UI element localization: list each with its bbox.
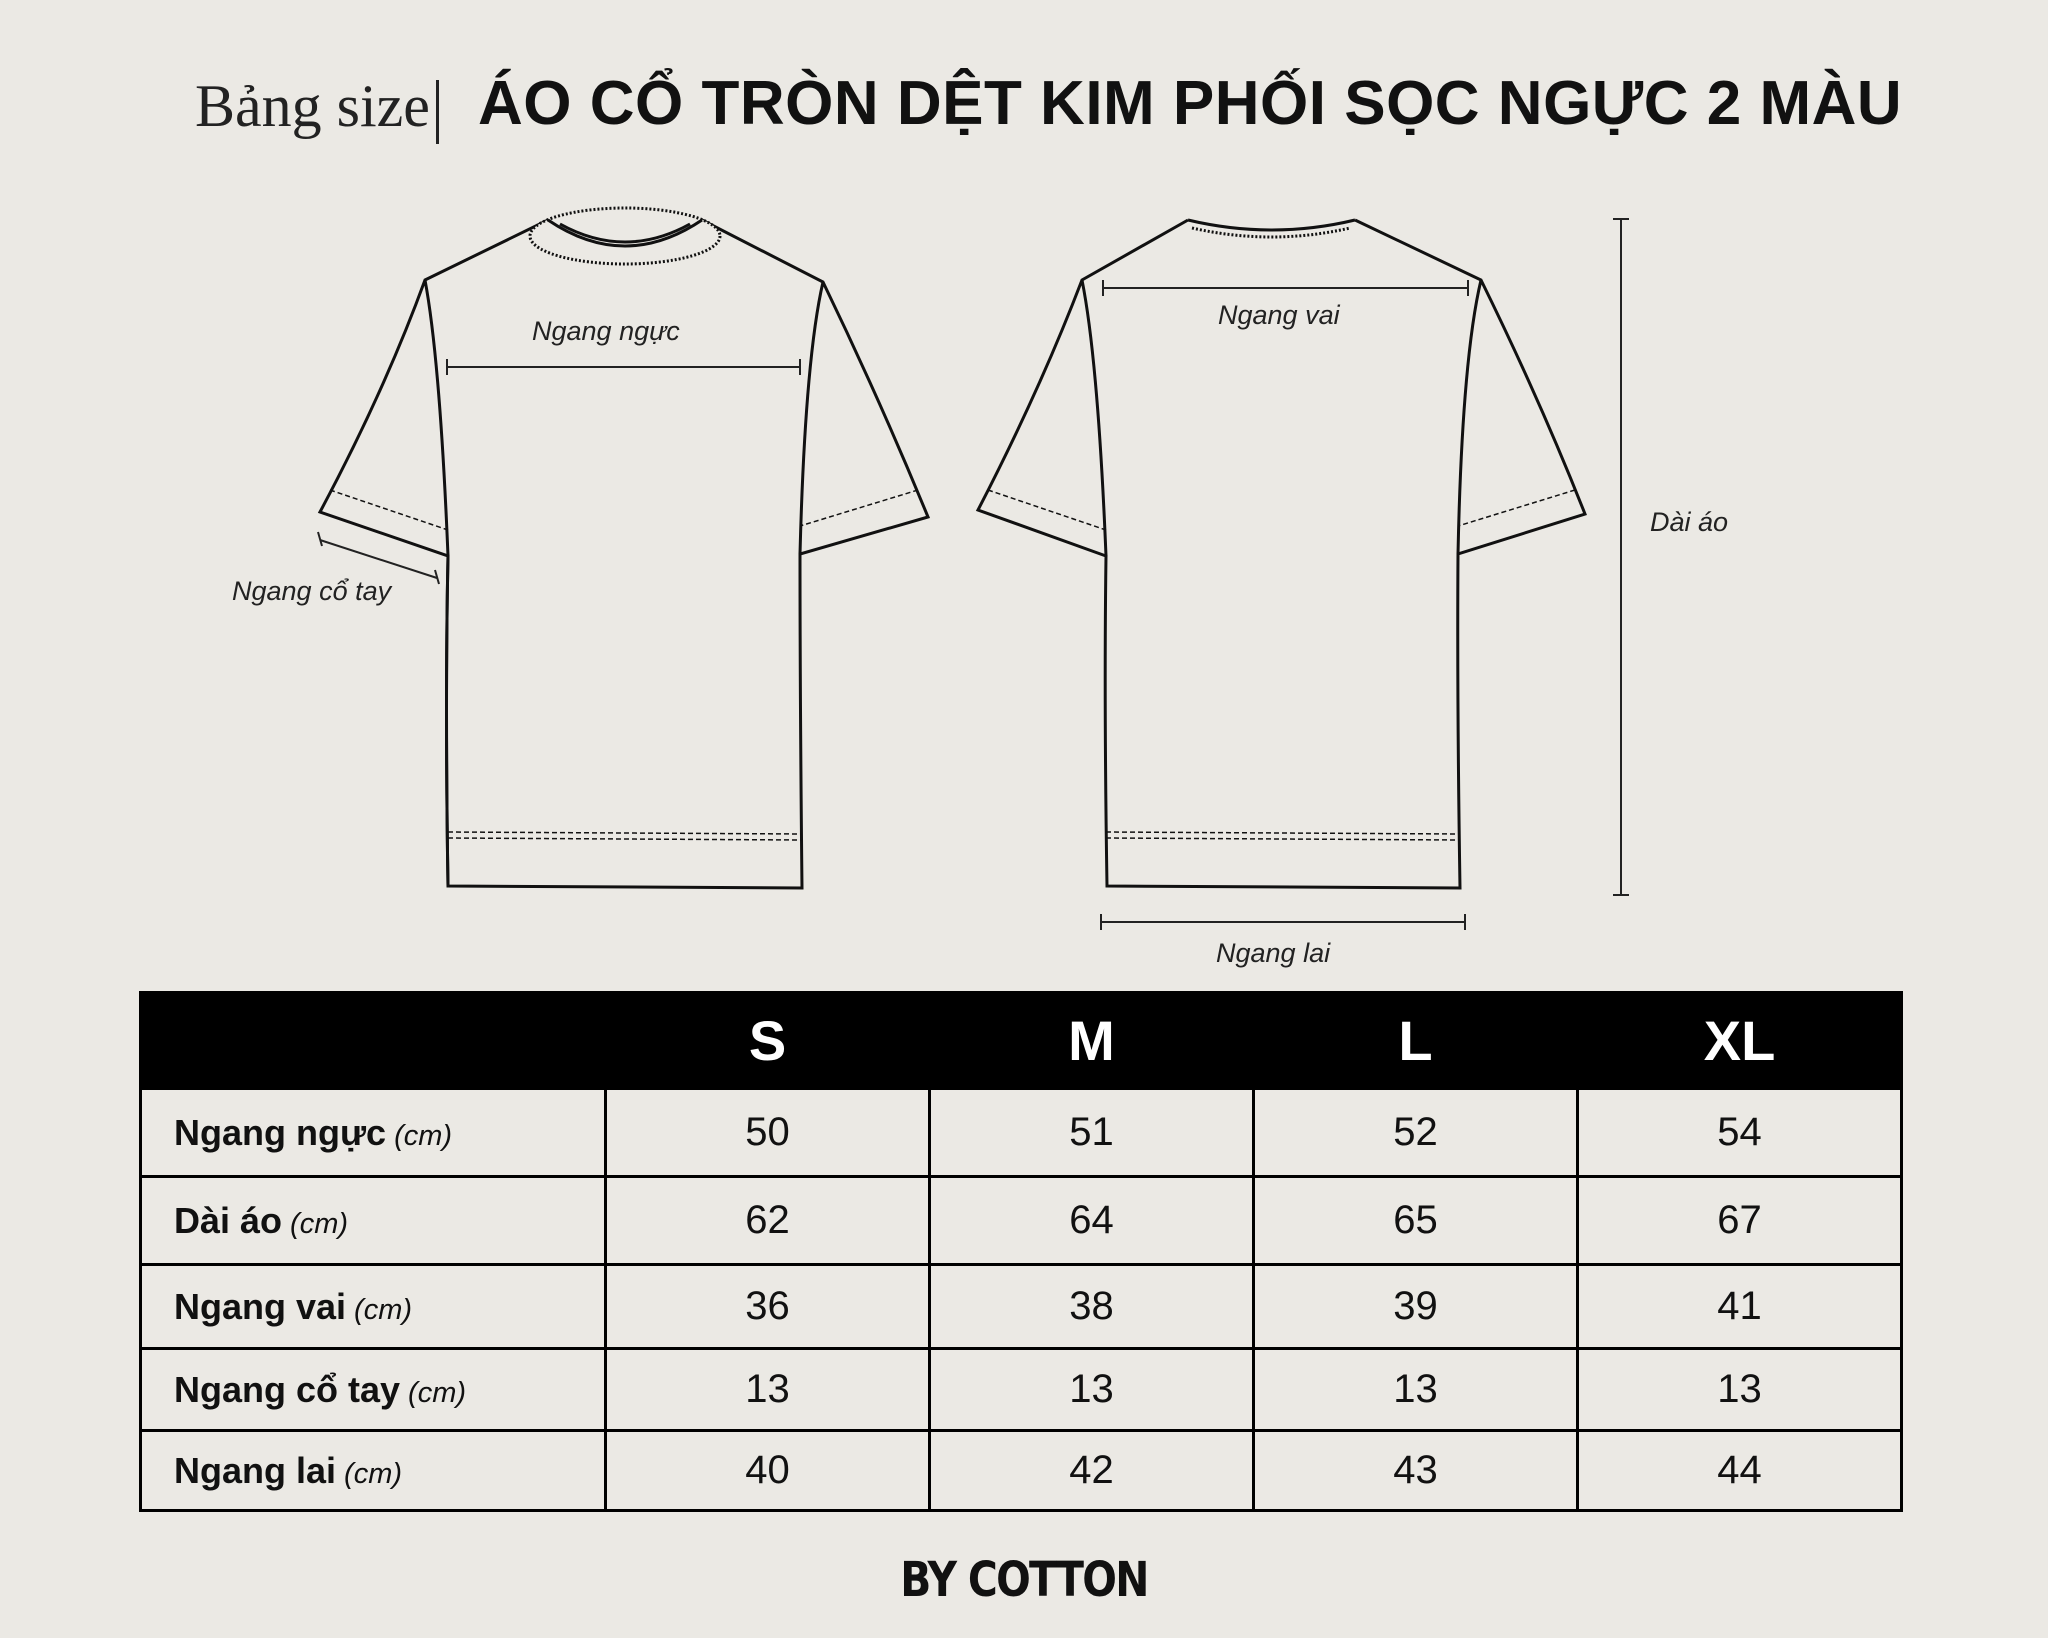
value-cell: 39 [1254, 1265, 1578, 1349]
value-cell: 50 [606, 1089, 930, 1177]
value-cell: 54 [1578, 1089, 1902, 1177]
row-label: Dài áo [174, 1200, 283, 1241]
header-blank-cell [141, 993, 606, 1089]
chest-label: Ngang ngực [532, 316, 680, 346]
table-header-row [141, 993, 1902, 1089]
size-header: XL [1578, 993, 1902, 1089]
table-row [141, 1431, 1902, 1511]
value-cell: 44 [1578, 1431, 1902, 1511]
table-row [141, 1265, 1902, 1349]
row-unit: (cm) [394, 1120, 453, 1152]
value-cell: 13 [1254, 1349, 1578, 1431]
brand-logo: BY COTTON [900, 1552, 1148, 1608]
value-cell: 13 [1578, 1349, 1902, 1431]
hem-label: Ngang lai [1216, 938, 1331, 968]
cuff-label: Ngang cổ tay [232, 576, 392, 606]
size-table [139, 991, 1903, 1512]
size-header: S [606, 993, 930, 1089]
table-row [141, 1089, 1902, 1177]
shoulder-label: Ngang vai [1218, 300, 1340, 330]
row-label: Ngang vai [174, 1286, 347, 1327]
product-title: ÁO CỔ TRÒN DỆT KIM PHỐI SỌC NGỰC 2 MÀU [478, 69, 1903, 138]
value-cell: 62 [606, 1177, 930, 1265]
length-label: Dài áo [1650, 507, 1729, 537]
front-shirt-drawing [320, 208, 928, 888]
row-label: Ngang ngực [174, 1112, 387, 1153]
value-cell: 67 [1578, 1177, 1902, 1265]
value-cell: 52 [1254, 1089, 1578, 1177]
value-cell: 65 [1254, 1177, 1578, 1265]
table-row [141, 1177, 1902, 1265]
row-label: Ngang lai [174, 1450, 337, 1491]
size-header: L [1254, 993, 1578, 1089]
value-cell: 43 [1254, 1431, 1578, 1511]
row-label-cell [141, 1349, 606, 1431]
row-unit: (cm) [290, 1208, 349, 1240]
value-cell: 13 [930, 1349, 1254, 1431]
value-cell: 38 [930, 1265, 1254, 1349]
row-label: Ngang cổ tay [174, 1369, 401, 1410]
row-label-cell [141, 1431, 606, 1511]
value-cell: 42 [930, 1431, 1254, 1511]
row-unit: (cm) [408, 1377, 467, 1409]
value-cell: 64 [930, 1177, 1254, 1265]
size-header: M [930, 993, 1254, 1089]
row-label-cell [141, 1265, 606, 1349]
length-measure-line [1613, 219, 1629, 895]
value-cell: 36 [606, 1265, 930, 1349]
value-cell: 40 [606, 1431, 930, 1511]
row-unit: (cm) [344, 1458, 403, 1490]
value-cell: 51 [930, 1089, 1254, 1177]
value-cell: 41 [1578, 1265, 1902, 1349]
row-label-cell [141, 1177, 606, 1265]
row-unit: (cm) [354, 1294, 413, 1326]
size-chart-prefix: Bảng size [195, 73, 430, 139]
table-row [141, 1349, 1902, 1431]
value-cell: 13 [606, 1349, 930, 1431]
row-label-cell [141, 1089, 606, 1177]
hem-measure-line [1101, 914, 1465, 930]
